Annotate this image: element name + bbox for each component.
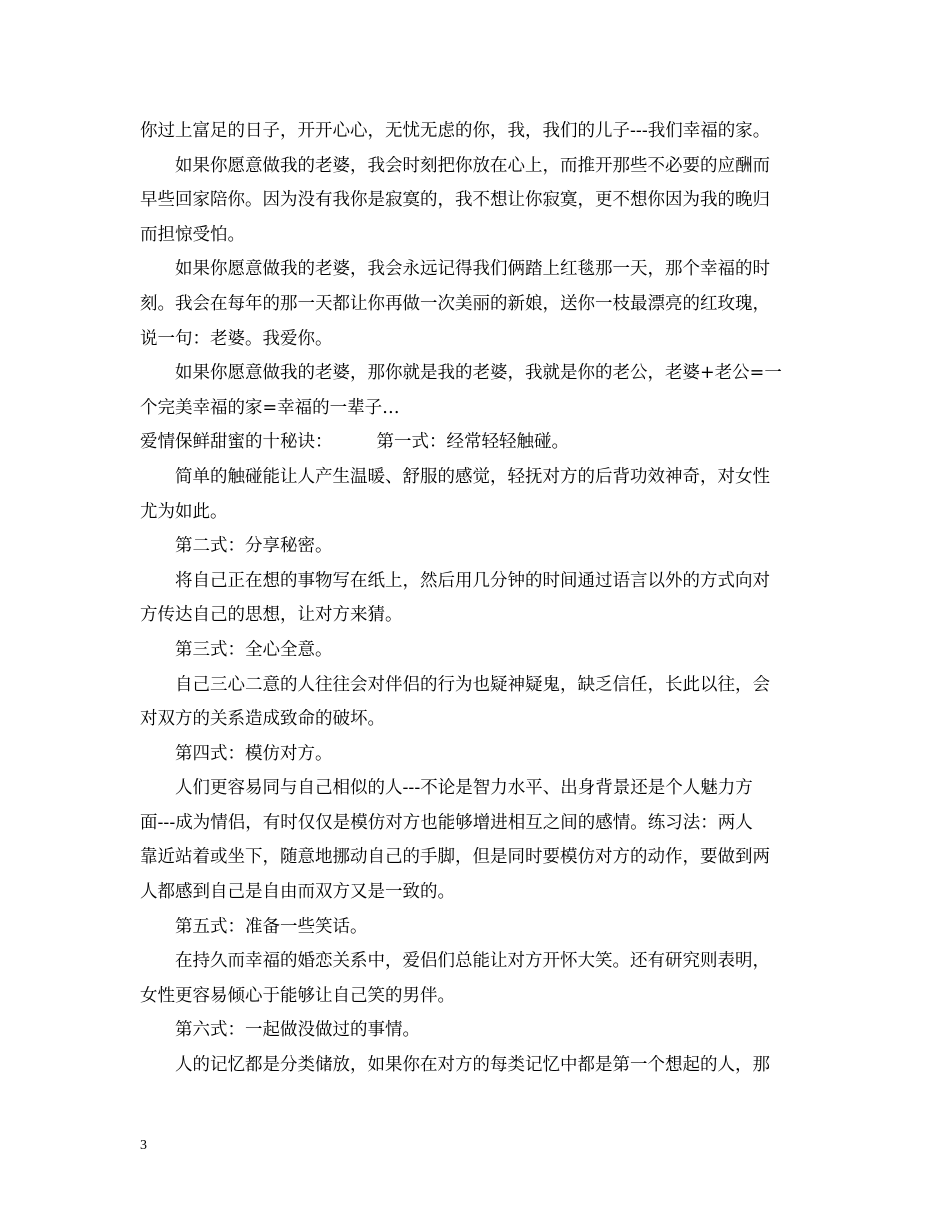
- text-line: 人都感到自己是自由而双方又是一致的。: [140, 882, 455, 903]
- text-line: 说一句：老婆。我爱你。: [140, 328, 333, 349]
- paragraph-start: 自己三心二意的人往往会对伴侣的行为也疑神疑鬼，缺乏信任，长此以往，会: [175, 674, 770, 695]
- text-line: 而担惊受怕。: [140, 224, 245, 245]
- text-line: 你过上富足的日子，开开心心，无忧无虑的你，我，我们的儿子---我们幸福的家。: [140, 121, 771, 141]
- tip-heading: 第五式：准备一些笑话。: [175, 916, 368, 937]
- text-line: 尤为如此。: [140, 501, 228, 522]
- paragraph-start: 将自己正在想的事物写在纸上，然后用几分钟的时间通过语言以外的方式向对: [175, 570, 770, 591]
- paragraph-start: 如果你愿意做我的老婆，我会时刻把你放在心上，而推开那些不必要的应酬而: [175, 155, 770, 176]
- text-line: 女性更容易倾心于能够让自己笑的男伴。: [140, 985, 455, 1006]
- text-line: 刻。我会在每年的那一天都让你再做一次美丽的新娘，送你一枝最漂亮的红玫瑰，: [140, 293, 770, 314]
- tip-heading: 第六式：一起做没做过的事情。: [175, 1020, 420, 1041]
- text-line: 靠近站着或坐下，随意地挪动自己的手脚，但是同时要模仿对方的动作，要做到两: [140, 847, 770, 868]
- text-line: 早些回家陪你。因为没有我你是寂寞的，我不想让你寂寞，更不想你因为我的晚归: [140, 190, 770, 211]
- text-line: 方传达自己的思想，让对方来猜。: [140, 605, 403, 626]
- paragraph-start: 如果你愿意做我的老婆，那你就是我的老婆，我就是你的老公，老婆+老公=一: [175, 363, 782, 384]
- page-number: 3: [140, 1138, 147, 1153]
- paragraph-start: 人的记忆都是分类储放，如果你在对方的每类记忆中都是第一个想起的人，那: [175, 1055, 770, 1076]
- section-heading: 爱情保鲜甜蜜的十秘诀：: [140, 432, 333, 453]
- paragraph-start: 在持久而幸福的婚恋关系中，爱侣们总能让对方开怀大笑。还有研究则表明，: [175, 951, 770, 972]
- paragraph-start: 如果你愿意做我的老婆，我会永远记得我们俩踏上红毯那一天，那个幸福的时: [175, 259, 770, 280]
- tip-heading: 第二式：分享秘密。: [175, 536, 333, 557]
- paragraph-start: 简单的触碰能让人产生温暖、舒服的感觉，轻抚对方的后背功效神奇，对女性: [175, 466, 770, 487]
- text-line: 对双方的关系造成致命的破坏。: [140, 709, 385, 730]
- tip-heading: 第三式：全心全意。: [175, 639, 333, 660]
- document-body: [140, 114, 814, 1083]
- paragraph-start: 人们更容易同与自己相似的人---不论是智力水平、出身背景还是个人魅力方: [175, 778, 753, 799]
- text-line: 个完美幸福的家=幸福的一辈子…: [140, 397, 400, 418]
- tip-heading: 第四式：模仿对方。: [175, 743, 333, 764]
- tip-heading: 第一式：经常轻轻触碰。: [376, 432, 569, 453]
- section-heading-line: [140, 425, 814, 460]
- text-line: 面---成为情侣，有时仅仅是模仿对方也能够增进相互之间的感情。练习法：两人: [140, 812, 753, 833]
